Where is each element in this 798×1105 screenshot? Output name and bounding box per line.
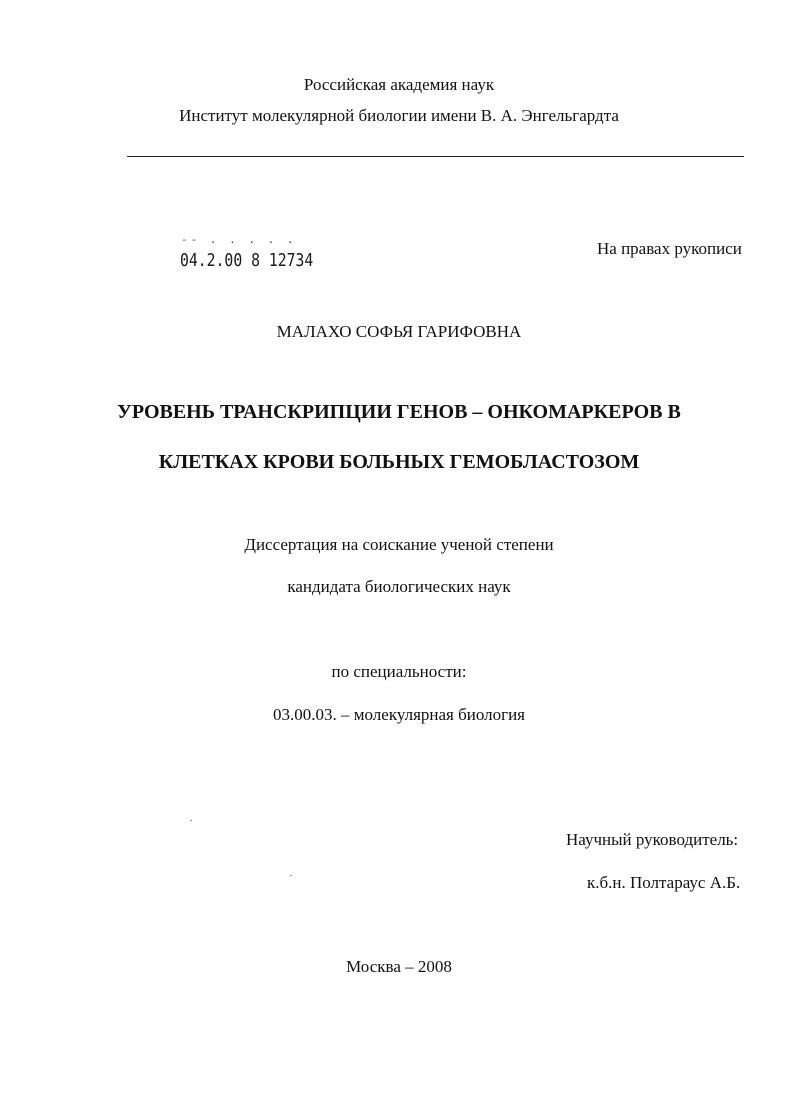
scan-speck [290,875,292,876]
specialty-label: по специальности: [331,662,467,681]
supervisor-name: к.б.н. Полтараус А.Б. [587,873,741,892]
degree-line-1: Диссертация на соискание ученой степени [244,535,554,554]
institute-name: Институт молекулярной биологии имени В. А. Энгельгардта [179,106,619,125]
title-line-1: УРОВЕНЬ ТРАНСКРИПЦИИ ГЕНОВ – ОНКОМАРКЕРОВ В [117,401,681,423]
scan-speck [190,820,192,821]
stamp-marks: -- . . . . . [181,233,297,246]
library-stamp-number: 04.2.00 8 12734 [180,250,314,271]
supervisor-label: Научный руководитель: [566,830,739,849]
academy-name: Российская академия наук [303,75,495,94]
rights-notice: На правах рукописи [597,239,742,258]
city-year: Москва – 2008 [346,957,452,976]
degree-line-2: кандидата биологических наук [287,577,511,596]
title-line-2: КЛЕТКАХ КРОВИ БОЛЬНЫХ ГЕМОБЛАСТОЗОМ [158,451,640,473]
author-name: МАЛАХО СОФЬЯ ГАРИФОВНА [276,322,522,341]
specialty-value: 03.00.03. – молекулярная биология [273,705,525,724]
header-divider [127,156,744,157]
